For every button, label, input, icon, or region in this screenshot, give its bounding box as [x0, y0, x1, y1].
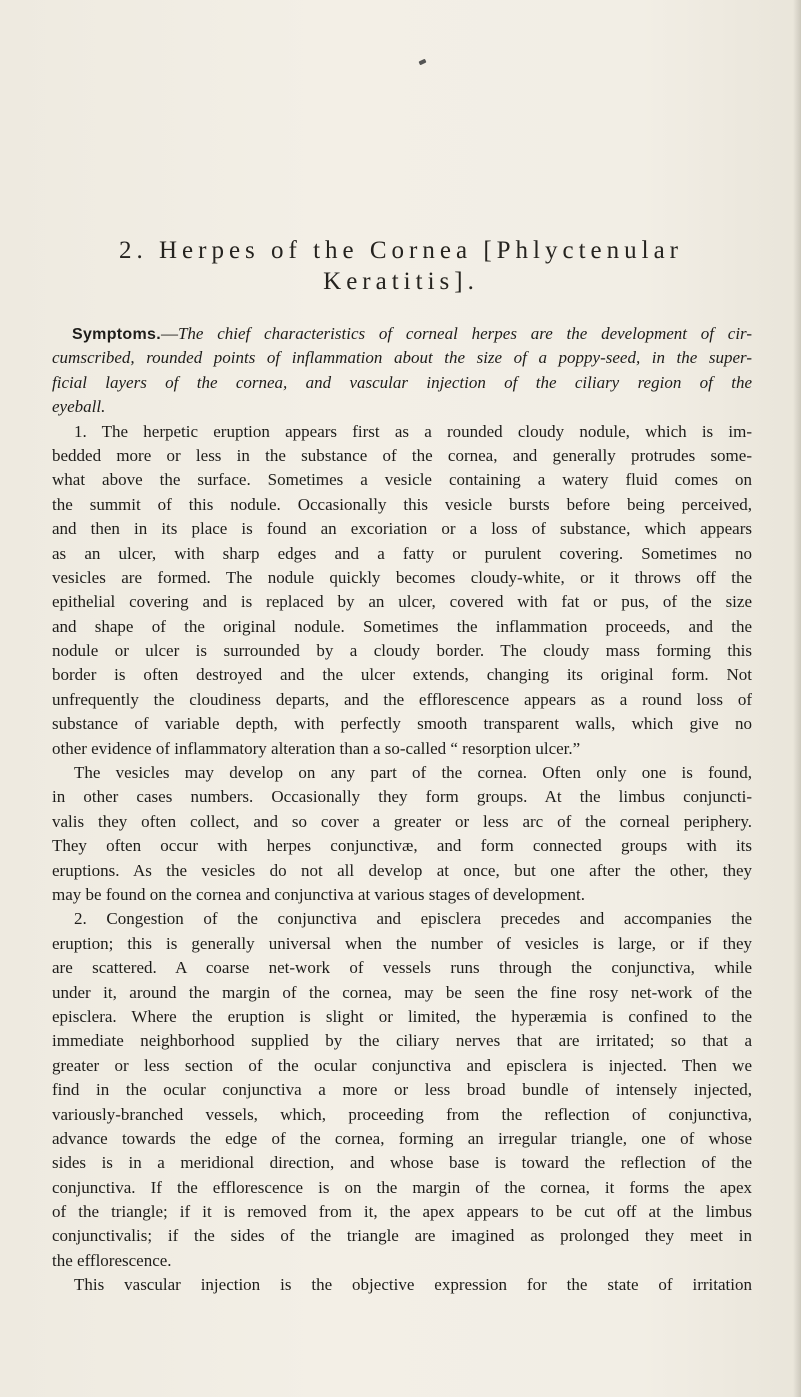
symptoms-line-4: eyeball.: [52, 397, 106, 417]
text-line: valis they often collect, and so cover a greater or less arc of the corneal periphery.: [52, 811, 752, 831]
symptoms-line-3: ficial layers of the cornea, and vascular injection of the ciliary region of the: [52, 372, 752, 392]
section-title-line-1: 2. Herpes of the Cornea [Phlyctenular: [118, 237, 684, 264]
text-line: nodule or ulcer is surrounded by a cloudy border. The cloudy mass forming this: [52, 641, 752, 661]
body-text: [52, 322, 752, 1298]
text-line: the summit of this nodule. Occasionally this vesicle bursts before being perceived,: [52, 494, 752, 514]
symptoms-dash: —: [160, 324, 178, 343]
section-title-line-2: Keratitis].: [323, 268, 479, 295]
symptoms-line-2: cumscribed, rounded points of inflammation about the size of a poppy-seed, in the super-: [52, 348, 752, 368]
text-line: variously-branched vessels, which, proceeding from the reflection of conjunctiva,: [52, 1104, 752, 1124]
text-line: and then in its place is found an excoriation or a loss of substance, which appears: [52, 519, 752, 539]
text-line: the efflorescence.: [52, 1250, 172, 1270]
text-line: conjunctiva. If the efflorescence is on the margin of the cornea, it forms the apex: [52, 1177, 752, 1197]
text-line: eruptions. As the vesicles do not all develop at once, but one after the other, they: [52, 860, 752, 880]
text-line: other evidence of inflammatory alteration than a so-called “ resorption ulcer.”: [52, 738, 581, 758]
text-line: substance of variable depth, with perfectly smooth transparent walls, which give no: [52, 714, 752, 734]
text-line: of the triangle; if it is removed from it, the apex appears to be cut off at the limbus: [52, 1202, 752, 1222]
text-line: This vascular injection is the objective expression for the state of irritation: [74, 1275, 752, 1295]
text-line: unfrequently the cloudiness departs, and the efflorescence appears as a round loss of: [52, 689, 752, 709]
symptoms-heading: Symptoms.: [72, 326, 161, 343]
text-line: under it, around the margin of the cornea, may be seen the fine rosy net-work of the: [52, 982, 752, 1002]
text-line: greater or less section of the ocular conjunctiva and episclera is injected. Then we: [52, 1055, 752, 1075]
text-line: what above the surface. Sometimes a vesicle containing a watery fluid comes on: [52, 470, 752, 490]
text-line: conjunctivalis; if the sides of the triangle are imagined as prolonged they meet in: [52, 1226, 752, 1246]
text-line: eruption; this is generally universal when the number of vesicles is large, or if they: [52, 933, 752, 953]
text-line: sides is in a meridional direction, and whose base is toward the reflection of the: [52, 1153, 752, 1173]
text-line: border is often destroyed and the ulcer extends, changing its original form. Not: [52, 665, 752, 685]
text-line: immediate neighborhood supplied by the ciliary nerves that are irritated; so that a: [52, 1031, 752, 1051]
page-edge-shadow: [793, 0, 801, 1397]
text-line: 1. The herpetic eruption appears first as a rounded cloudy nodule, which is im-: [74, 421, 752, 441]
text-line: episclera. Where the eruption is slight or limited, the hyperæmia is confined to the: [52, 1006, 752, 1026]
symptoms-text: The chief characteristics of corneal herpes are the development of cir-: [177, 324, 752, 343]
text-line: advance towards the edge of the cornea, forming an irregular triangle, one of whose: [52, 1128, 752, 1148]
text-line: as an ulcer, with sharp edges and a fatty or purulent covering. Sometimes no: [52, 543, 752, 563]
text-line: are scattered. A coarse net-work of vessels runs through the conjunctiva, while: [52, 958, 752, 978]
text-line: in other cases numbers. Occasionally they form groups. At the limbus conjuncti-: [52, 787, 752, 807]
text-line: 2. Congestion of the conjunctiva and episclera precedes and accompanies the: [74, 909, 752, 929]
print-mark: [418, 59, 426, 66]
text-line: vesicles are formed. The nodule quickly becomes cloudy-white, or it throws off the: [52, 567, 752, 587]
text-line: may be found on the cornea and conjunctiva at various stages of development.: [52, 884, 585, 904]
text-line: bedded more or less in the substance of the cornea, and generally protrudes some-: [52, 445, 752, 465]
symptoms-line-1: [52, 322, 752, 346]
text-line: find in the ocular conjunctiva a more or less broad bundle of intensely injected,: [52, 1080, 752, 1100]
text-line: The vesicles may develop on any part of the cornea. Often only one is found,: [74, 763, 752, 783]
text-line: and shape of the original nodule. Sometimes the inflammation proceeds, and the: [52, 616, 752, 636]
text-line: They often occur with herpes conjunctivæ, and form connected groups with its: [52, 836, 752, 856]
text-line: epithelial covering and is replaced by an ulcer, covered with fat or pus, of the size: [52, 592, 752, 612]
